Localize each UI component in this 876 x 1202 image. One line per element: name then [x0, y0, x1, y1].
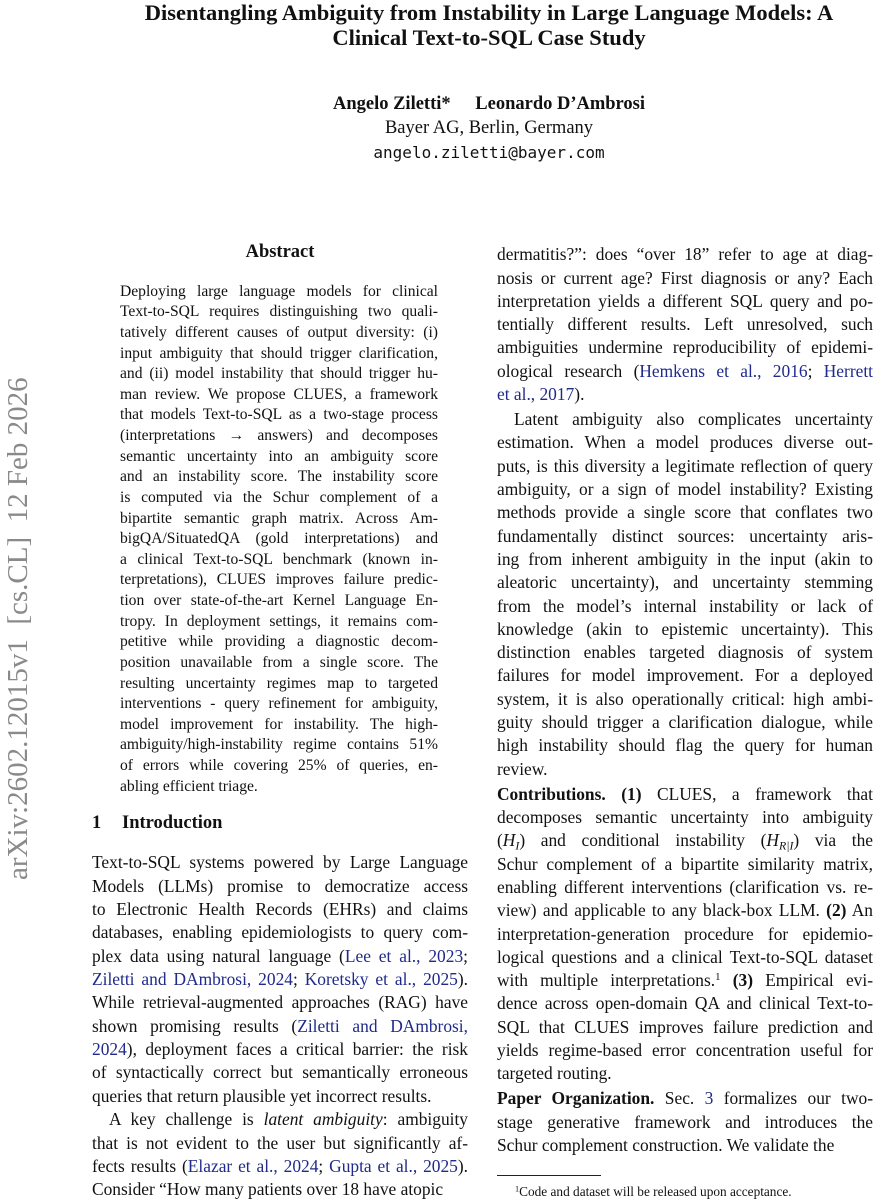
text-run: that models Text-to-SQL as a two-stage process: [120, 406, 438, 424]
citation-link[interactable]: Ziletti and DAmbrosi,: [297, 1015, 468, 1036]
section-number: 1: [92, 813, 102, 833]
citation-link[interactable]: et al., 2017: [497, 384, 575, 405]
text-run: petitive while providing a diagnostic decom-: [120, 633, 438, 651]
text-run: [720, 970, 732, 990]
abstract-body: [120, 282, 438, 798]
text-run: and (ii) model instability that should trigger hu-: [120, 365, 438, 383]
text-line: [497, 360, 873, 383]
text-line: [497, 1087, 873, 1110]
text-run: ological research (: [497, 360, 640, 381]
author-name: Angelo Ziletti*: [332, 94, 451, 114]
abstract-heading: Abstract: [245, 242, 315, 262]
text-line: [120, 282, 438, 303]
styled-text: H: [502, 830, 516, 851]
citation-link[interactable]: Elazar et al., 2024: [187, 1155, 319, 1176]
text-run: Schur complement construction. We validate the: [497, 1134, 835, 1155]
section-heading-introduction: [92, 813, 222, 834]
citation-link[interactable]: 2024: [92, 1039, 127, 1060]
text-line: [120, 674, 438, 695]
text-line: [120, 344, 438, 365]
text-run: ;: [463, 945, 468, 966]
text-run: to Electronic Health Records (EHRs) and claims: [92, 899, 468, 920]
text-run: ambiguities undermine reproducibility of epidemi-: [497, 337, 873, 358]
text-run: input ambiguity that should trigger clarification,: [120, 344, 438, 362]
text-line: [497, 618, 873, 641]
text-line: [92, 1155, 468, 1178]
paper-title-line-2: Clinical Text-to-SQL Case Study: [332, 25, 646, 50]
text-run: Empirical evi-: [752, 970, 873, 991]
text-run: model improvement for instability. The high-: [120, 715, 438, 733]
text-run: targeted routing.: [497, 1063, 612, 1084]
text-run: with multiple interpretations.: [497, 970, 716, 991]
text-line: [497, 1016, 873, 1039]
text-run: ing from inherent ambiguity in the input (akin to: [497, 548, 873, 569]
text-run: ).: [457, 1155, 468, 1176]
text-run: logical questions and a clinical Text-to-SQL dataset: [497, 946, 873, 967]
text-run: high instability should flag the query for human: [497, 735, 873, 756]
paragraph: [497, 243, 873, 406]
text-line: [92, 945, 468, 968]
text-run: tatively different causes of output diversity: (i): [120, 323, 438, 341]
text-line: [497, 336, 873, 359]
text-line: [92, 1108, 468, 1131]
right-column-body: [497, 243, 873, 1157]
text-run: tion over state-of-the-art Kernel Language En-: [120, 592, 438, 610]
affiliation: Bayer AG, Berlin, Germany: [384, 118, 594, 138]
text-run: An: [846, 900, 873, 921]
text-run: ;: [807, 360, 824, 381]
text-line: [120, 509, 438, 530]
styled-text: R|I: [778, 838, 794, 853]
citation-link[interactable]: Koretsky et al., 2025: [304, 969, 458, 990]
text-line: [497, 783, 873, 806]
styled-text: I: [515, 838, 520, 853]
text-run: enabling different interventions (clarification vs. re-: [497, 876, 873, 897]
author-name: Leonardo D’Ambrosi: [475, 94, 646, 114]
text-line: [497, 899, 873, 922]
text-run: guity should trigger a clarification dialogue, while: [497, 712, 873, 733]
text-line: [497, 969, 873, 992]
text-line: [497, 711, 873, 734]
paragraph: [92, 1108, 468, 1201]
styled-text: H: [766, 830, 779, 851]
citation-link[interactable]: Lee et al., 2023: [344, 945, 464, 966]
text-run: ambiguity/high-instability regime contains 51%: [120, 736, 438, 754]
text-line: [497, 243, 873, 266]
text-run: : ambiguity: [382, 1109, 468, 1130]
text-line: [497, 455, 873, 478]
text-line: [120, 612, 438, 633]
text-line: [497, 1111, 873, 1134]
text-line: [120, 715, 438, 736]
citation-link[interactable]: Ziletti and DAmbrosi, 2024: [92, 969, 293, 990]
text-line: [497, 641, 873, 664]
text-run: bigQA/SituatedQA (gold interpretations) and: [120, 530, 438, 548]
text-line: [497, 267, 873, 290]
text-line: [497, 478, 873, 501]
text-line: [497, 734, 873, 757]
text-run: fects results (: [92, 1155, 188, 1176]
text-run: bipartite semantic graph matrix. Across Am-: [120, 509, 438, 527]
text-run: puts, is this diversity a legitimate reflection of query: [497, 455, 873, 476]
citation-link[interactable]: Hemkens et al., 2016: [639, 360, 808, 381]
text-run: formalizes our two-: [713, 1088, 873, 1109]
text-run: Text-to-SQL systems powered by Large Language: [92, 852, 468, 873]
text-line: [92, 1085, 468, 1108]
text-run: Deploying large language models for clinical: [120, 282, 438, 300]
text-line: [497, 946, 873, 969]
text-line: [92, 1015, 468, 1038]
text-line: [120, 756, 438, 777]
text-run: shown promising results (: [92, 1015, 298, 1036]
text-line: [120, 570, 438, 591]
text-line: [120, 735, 438, 756]
bold-text: Contributions.: [497, 783, 606, 804]
text-run: system, it is also operationally critical: high ambi-: [497, 688, 873, 709]
text-run: methods provide a single score that conflates two: [497, 502, 873, 523]
text-line: [92, 898, 468, 921]
text-line: [120, 488, 438, 509]
text-run: ;: [318, 1155, 330, 1176]
paragraph: [497, 1087, 873, 1157]
text-run: ).: [574, 384, 585, 405]
section-title: Introduction: [122, 813, 223, 833]
text-run: interpretation-generation procedure for epidemio-: [497, 923, 873, 944]
text-line: [120, 385, 438, 406]
text-run: [606, 784, 622, 804]
text-run: from the model’s internal instability or lack of: [497, 595, 873, 616]
text-run: ;: [292, 969, 305, 990]
citation-link[interactable]: Gupta et al., 2025: [329, 1155, 458, 1176]
text-run: CLUES, a framework that: [641, 783, 873, 804]
text-line: [120, 302, 438, 323]
footnote-divider: [497, 1175, 601, 1176]
text-run: dence across open-domain QA and clinical Text-to-: [497, 993, 873, 1014]
citation-link[interactable]: Herrett: [823, 360, 873, 381]
footnote-ref[interactable]: 1: [715, 971, 721, 984]
text-line: [497, 313, 873, 336]
text-line: [497, 688, 873, 711]
footnote-mark: 1: [515, 1184, 520, 1194]
text-run: distinction enables targeted diagnosis of system: [497, 642, 873, 663]
text-line: [120, 467, 438, 488]
text-line: [497, 548, 873, 571]
text-line: [120, 426, 438, 447]
paragraph: [497, 408, 873, 781]
citation-link[interactable]: 3: [704, 1088, 714, 1109]
text-line: [120, 364, 438, 385]
bold-text: Paper Organization.: [497, 1088, 655, 1109]
paragraph: [92, 851, 468, 1108]
text-run: is computed via the Schur complement of a: [120, 488, 438, 506]
text-run: Schur complement of a bipartite similarity matrix,: [497, 853, 873, 874]
text-run: nosis or current age? First diagnosis or any? Each: [497, 267, 873, 288]
styled-text: latent ambiguity: [263, 1109, 383, 1130]
text-run: (: [497, 830, 503, 851]
text-line: [92, 968, 468, 991]
text-run: databases, enabling epidemiologists to query com-: [92, 922, 468, 943]
text-line: [120, 591, 438, 612]
text-run: ) and conditional instability (: [519, 830, 767, 851]
text-line: [120, 777, 438, 798]
bold-text: (2): [826, 900, 847, 921]
text-run: terpretations), CLUES improves failure predic-: [120, 571, 438, 589]
text-line: [497, 806, 873, 829]
text-run: While retrieval-augmented approaches (RAG) have: [92, 992, 468, 1013]
text-run: yields regime-based error concentration useful for: [497, 1039, 873, 1060]
paragraph: [120, 282, 438, 798]
text-run: dermatitis?”: does “over 18” refer to age at diag-: [497, 244, 873, 265]
text-line: [120, 529, 438, 550]
text-line: [497, 525, 873, 548]
text-run: fundamentally distinct sources: uncertainty aris-: [497, 525, 873, 546]
text-run: a clinical Text-to-SQL benchmark (known in-: [120, 550, 438, 568]
author-list: [0, 94, 876, 115]
text-run: Consider “How many patients over 18 have atopic: [92, 1179, 444, 1200]
text-line: [120, 550, 438, 571]
text-run: stage generative framework and introduces the: [497, 1111, 873, 1132]
text-run: that is not evident to the user but significantly af-: [92, 1132, 468, 1153]
text-run: resulting uncertainty regimes map to targeted: [120, 674, 438, 692]
text-run: view) and applicable to any black-box LLM.: [497, 900, 827, 921]
text-run: (interpretations → answers) and decomposes: [120, 427, 438, 445]
text-run: semantic uncertainty into an ambiguity score: [120, 447, 438, 465]
text-run: tropy. In deployment settings, it remains com-: [120, 612, 438, 630]
text-run: decomposes semantic uncertainty into ambiguity: [497, 807, 873, 828]
text-line: [497, 501, 873, 524]
text-line: [92, 1132, 468, 1155]
introduction-body: [92, 851, 468, 1201]
text-run: ), deployment faces a critical barrier: the risk: [126, 1039, 468, 1060]
text-line: [497, 290, 873, 313]
footnote-text: Code and dataset will be released upon acceptance.: [519, 1184, 792, 1199]
text-run: and an instability score. The instability score: [120, 468, 438, 486]
bold-text: (3): [732, 970, 753, 991]
text-run: ) via the: [793, 830, 873, 851]
author-email[interactable]: angelo.ziletti@bayer.com: [373, 143, 605, 162]
text-line: [497, 853, 873, 876]
text-run: position unavailable from a single score. The: [120, 653, 438, 671]
text-run: plex data using natural language (: [92, 945, 345, 966]
text-run: Text-to-SQL requires distinguishing two quali-: [120, 303, 438, 321]
text-run: man review. We propose CLUES, a framework: [120, 385, 438, 403]
paragraph: [497, 783, 873, 1086]
text-line: [497, 571, 873, 594]
text-run: failures for model improvement. For a deployed: [497, 665, 873, 686]
text-line: [92, 1178, 468, 1201]
text-line: [497, 923, 873, 946]
text-line: [120, 694, 438, 715]
text-run: interventions - query refinement for ambiguity,: [120, 695, 438, 713]
text-line: [497, 408, 873, 431]
text-run: ambiguity, or a sign of model instability? Existing: [497, 479, 873, 500]
text-line: [497, 431, 873, 454]
text-line: [120, 323, 438, 344]
text-line: [497, 383, 873, 406]
text-line: [497, 664, 873, 687]
arxiv-identifier-stamp[interactable]: arXiv:2602.12015v1 [cs.CL] 12 Feb 2026: [2, 377, 34, 880]
text-run: review.: [497, 758, 548, 779]
text-line: [92, 1038, 468, 1061]
text-line: [497, 758, 873, 781]
text-line: [497, 829, 873, 852]
paper-title-line-1: Disentangling Ambiguity from Instability in Large Language Models: A: [144, 0, 834, 25]
text-run: estimation. When a model produces diverse out-: [497, 432, 873, 453]
footnote: [515, 1184, 792, 1200]
text-run: A key challenge is: [109, 1109, 264, 1130]
text-line: [120, 447, 438, 468]
text-run: Sec.: [654, 1088, 705, 1109]
text-run: queries that return plausible yet incorrect results.: [92, 1085, 432, 1106]
text-line: [92, 875, 468, 898]
text-line: [120, 632, 438, 653]
text-line: [92, 1061, 468, 1084]
bold-text: (1): [621, 783, 642, 804]
text-line: [497, 595, 873, 618]
text-run: of errors while covering 25% of queries, en-: [120, 757, 438, 775]
text-run: aleatoric uncertainty), and uncertainty stemming: [497, 572, 873, 593]
text-run: SQL that CLUES improves failure prediction and: [497, 1016, 873, 1037]
text-line: [92, 921, 468, 944]
text-run: knowledge (akin to epistemic uncertainty). This: [497, 618, 873, 639]
text-line: [120, 653, 438, 674]
text-line: [497, 1039, 873, 1062]
text-run: tentially different results. Left unresolved, such: [497, 314, 873, 335]
text-run: Latent ambiguity also complicates uncertainty: [514, 409, 873, 430]
text-line: [92, 991, 468, 1014]
text-line: [120, 405, 438, 426]
text-run: abling efficient triage.: [120, 777, 258, 795]
text-line: [497, 876, 873, 899]
text-run: of syntactically correct but semantically erroneous: [92, 1062, 468, 1083]
text-run: interpretation yields a different SQL query and po-: [497, 290, 873, 311]
text-run: ).: [457, 969, 468, 990]
text-line: [497, 1062, 873, 1085]
text-line: [92, 851, 468, 874]
text-run: Models (LLMs) promise to democratize access: [92, 875, 468, 896]
text-line: [497, 992, 873, 1015]
text-line: [497, 1134, 873, 1157]
